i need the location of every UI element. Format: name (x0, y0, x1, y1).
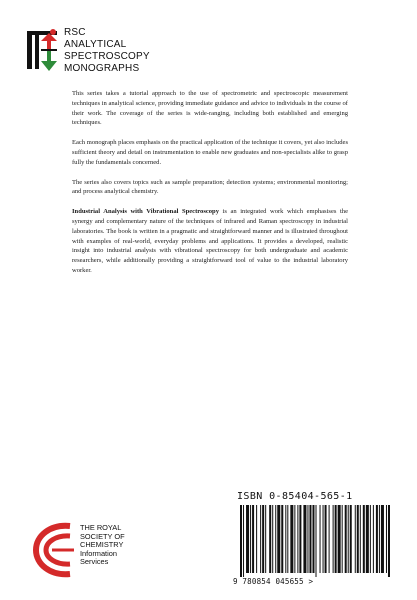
paragraph-book-description (72, 207, 348, 276)
barcode-bar (272, 505, 273, 573)
barcode-bar (294, 505, 295, 573)
back-cover-description (72, 89, 348, 286)
barcode-bar (265, 505, 266, 573)
paragraph-monograph-emphasis: Each monograph places emphasis on the practical application of the technique it covers, yet also includes sufficient theory and detail on instrumentation to enable new graduates and non-specialists alike to grasp fully the fundamentals concerned. (72, 139, 348, 166)
series-title-line: MONOGRAPHS (64, 63, 140, 74)
barcode-bar (260, 505, 261, 573)
publisher-division-line: Information (80, 548, 117, 558)
barcode-bar (256, 505, 257, 573)
barcode-bar (342, 505, 343, 573)
barcode-bar (307, 505, 308, 573)
series-title-line: SPECTROSCOPY (64, 51, 150, 62)
barcode-bar (252, 505, 254, 573)
barcode-bar (329, 505, 330, 573)
barcode-bar (333, 505, 334, 573)
barcode-bar (348, 505, 349, 573)
barcode-bar (335, 505, 337, 573)
barcode-bar (240, 505, 242, 577)
barcode-bar (360, 505, 361, 573)
barcode-bar (366, 505, 369, 573)
barcode-bar (262, 505, 264, 573)
barcode (240, 505, 391, 577)
barcode-bar (275, 505, 276, 573)
barcode-bar (350, 505, 352, 573)
series-logo-icon (27, 27, 61, 73)
barcode-bar (281, 505, 283, 573)
book-title: Industrial Analysis with Vibrational Spectroscopy (72, 208, 219, 216)
barcode-bar (376, 505, 378, 573)
barcode-bar (285, 505, 286, 573)
publisher-division-line: Services (80, 557, 109, 567)
series-title-line: RSC (64, 27, 86, 38)
barcode-bar (388, 505, 390, 577)
barcode-bar (386, 505, 387, 573)
barcode-bar (355, 505, 356, 573)
barcode-bar (243, 505, 244, 577)
barcode-bar (250, 505, 251, 573)
rsc-publisher-logo-icon (30, 520, 78, 580)
barcode-bar (299, 505, 301, 573)
book-description-text: is an integrated work which emphasises the synergy and complementary nature of the techniques of infrared and Raman spectroscopy in industrial laboratories. The book is written in a pragmatic and straightforward manner and is illustrated throughout with examples of real-world, everyday problems and applications. It provides a developed, realistic insight into industrial analysis with vibrational spectroscopy for both undergraduate and academic researchers, while additionally providing a straightforward tool of value to the industrial laboratory worker. (72, 208, 348, 274)
publisher-line: CHEMISTRY (80, 540, 124, 550)
paragraph-series-topics: The series also covers topics such as sample preparation; detection systems; environmental monitoring; and process analytical chemistry. (72, 178, 348, 196)
barcode-bar (312, 505, 314, 573)
barcode-bar (303, 505, 306, 573)
series-title (64, 27, 150, 75)
barcode-bar (370, 505, 371, 573)
barcode-bar (316, 505, 317, 577)
barcode-bar (379, 505, 380, 573)
publisher-name (80, 524, 125, 567)
barcode-bar (269, 505, 271, 573)
barcode-bar (338, 505, 341, 573)
barcode-bar (373, 505, 374, 573)
barcode-bar (290, 505, 293, 573)
series-title-line: ANALYTICAL (64, 39, 127, 50)
barcode-bar (345, 505, 347, 573)
barcode-bar (363, 505, 365, 573)
barcode-digits: 9 780854 045655 > (233, 577, 314, 586)
barcode-bar (246, 505, 249, 573)
publisher-line: THE ROYAL (80, 523, 122, 532)
barcode-bar (287, 505, 288, 573)
barcode-bar (320, 505, 321, 573)
isbn-label: ISBN 0-85404-565-1 (237, 491, 353, 502)
publisher-line: SOCIETY OF (80, 531, 125, 541)
barcode-bar (323, 505, 324, 573)
barcode-bar (297, 505, 298, 573)
barcode-bar (277, 505, 280, 573)
barcode-bar (309, 505, 311, 573)
paragraph-series-intro: This series takes a tutorial approach to the use of spectrometric and spectroscopic measurement techniques in analytical science, providing immediate guidance and advice to individuals in the course of their work. The coverage of the series is wide-ranging, including both established and emerging techniques. (72, 90, 348, 127)
barcode-bar (325, 505, 327, 573)
barcode-bar (381, 505, 384, 573)
barcode-bar (357, 505, 359, 573)
